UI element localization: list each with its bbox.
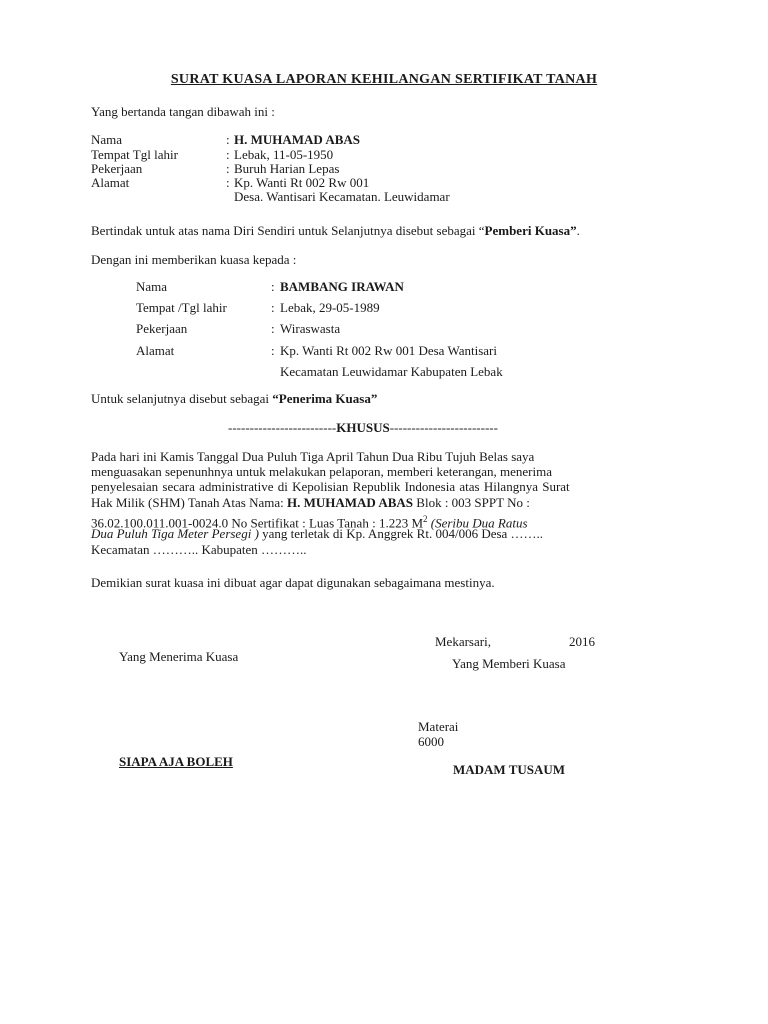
grantor-address-line2: Desa. Wantisari Kecamatan. Leuwidamar [234,189,450,204]
intro-text: Yang bertanda tangan dibawah ini : [91,104,275,119]
grantee-birth-value: Lebak, 29-05-1989 [280,300,380,315]
acting-statement-role: Pemberi Kuasa” [484,223,577,238]
materai-value: 6000 [418,734,444,749]
materai-label: Materai [418,719,459,734]
grantee-job-colon: : [271,321,275,336]
body-area-words: (Seribu Dua Ratus [427,515,528,531]
body-line-4-suffix: Blok : 003 SPPT No : [413,495,530,510]
grantee-address-label: Alamat [136,343,175,358]
grantee-name-colon: : [271,279,275,294]
recipient-statement-prefix: Untuk selanjutnya disebut sebagai [91,391,273,406]
grantee-caption: Yang Menerima Kuasa [119,649,239,664]
grantor-name-label: Nama [91,132,123,147]
body-line-6-suffix: yang terletak di Kp. Anggrek Rt. 004/006 Desa …….. [258,526,544,541]
grantor-name-colon: : [226,132,230,147]
body-area-exponent: 2 [423,514,428,524]
grantee-job-label: Pekerjaan [136,321,188,336]
recipient-statement-role: “Penerima Kuasa” [272,391,378,406]
document-title: SURAT KUASA LAPORAN KEHILANGAN SERTIFIKAT TANAH [170,72,598,87]
grantor-signature-name: MADAM TUSAUM [453,762,566,777]
grantee-job-value: Wiraswasta [280,321,341,336]
body-line-4 [91,496,530,510]
grantee-address-colon: : [271,343,275,358]
grant-intro: Dengan ini memberikan kuasa kepada : [91,252,297,267]
grantor-job-colon: : [226,161,230,176]
body-line-3: penyelesaian secara administrative di Kepolisian Republik Indonesia atas Hilangnya Surat [91,479,570,494]
grantor-address-value: Kp. Wanti Rt 002 Rw 001 [234,175,370,190]
grantee-name-value: BAMBANG IRAWAN [280,279,404,294]
body-line-5-prefix: 36.02.100.011.001-0024.0 No Sertifikat : Luas Tanah : 1.223 M [91,515,424,531]
acting-statement-suffix: . [576,223,580,238]
grantor-name-value: H. MUHAMAD ABAS [234,132,361,147]
khusus-dashes-right: ------------------------- [389,420,498,435]
grantor-caption: Yang Memberi Kuasa [452,656,566,671]
signature-place: Mekarsari, [435,634,491,649]
recipient-statement [91,392,377,406]
signature-year: 2016 [569,634,595,649]
body-line-7: Kecamatan ……….. Kabupaten ……….. [91,542,307,557]
body-line-4-prefix: Hak Milik (SHM) Tanah Atas Nama: [91,495,287,510]
grantor-job-label: Pekerjaan [91,161,143,176]
body-line-2: menguasakan sepenunhnya untuk melakukan pelaporan, memberi keterangan, menerima [91,464,552,479]
grantor-job-value: Buruh Harian Lepas [234,161,340,176]
grantee-address-value: Kp. Wanti Rt 002 Rw 001 Desa Wantisari [280,343,497,358]
grantor-address-label: Alamat [91,175,130,190]
acting-statement [91,224,580,238]
khusus-label: KHUSUS [336,420,390,435]
body-line-6 [91,527,543,541]
body-line-1: Pada hari ini Kamis Tanggal Dua Puluh Tiga April Tahun Dua Ribu Tujuh Belas saya [91,449,535,464]
grantor-address-colon: : [226,175,230,190]
grantee-birth-label: Tempat /Tgl lahir [136,300,227,315]
grantor-birth-colon: : [226,147,230,162]
grantor-birth-label: Tempat Tgl lahir [91,147,178,162]
grantee-birth-colon: : [271,300,275,315]
body-owner-name: H. MUHAMAD ABAS [287,495,414,510]
closing-statement: Demikian surat kuasa ini dibuat agar dapat digunakan sebagaimana mestinya. [91,575,495,590]
grantee-name-label: Nama [136,279,168,294]
grantee-signature-name: SIAPA AJA BOLEH [119,754,233,769]
grantee-address-line2: Kecamatan Leuwidamar Kabupaten Lebak [280,364,503,379]
grantor-birth-value: Lebak, 11-05-1950 [234,147,334,162]
body-area-words-cont: Dua Puluh Tiga Meter Persegi ) [91,526,259,541]
khusus-dashes-left: ------------------------- [228,420,337,435]
khusus-divider [228,421,498,435]
acting-statement-prefix: Bertindak untuk atas nama Diri Sendiri untuk Selanjutnya disebut sebagai “ [91,223,485,238]
